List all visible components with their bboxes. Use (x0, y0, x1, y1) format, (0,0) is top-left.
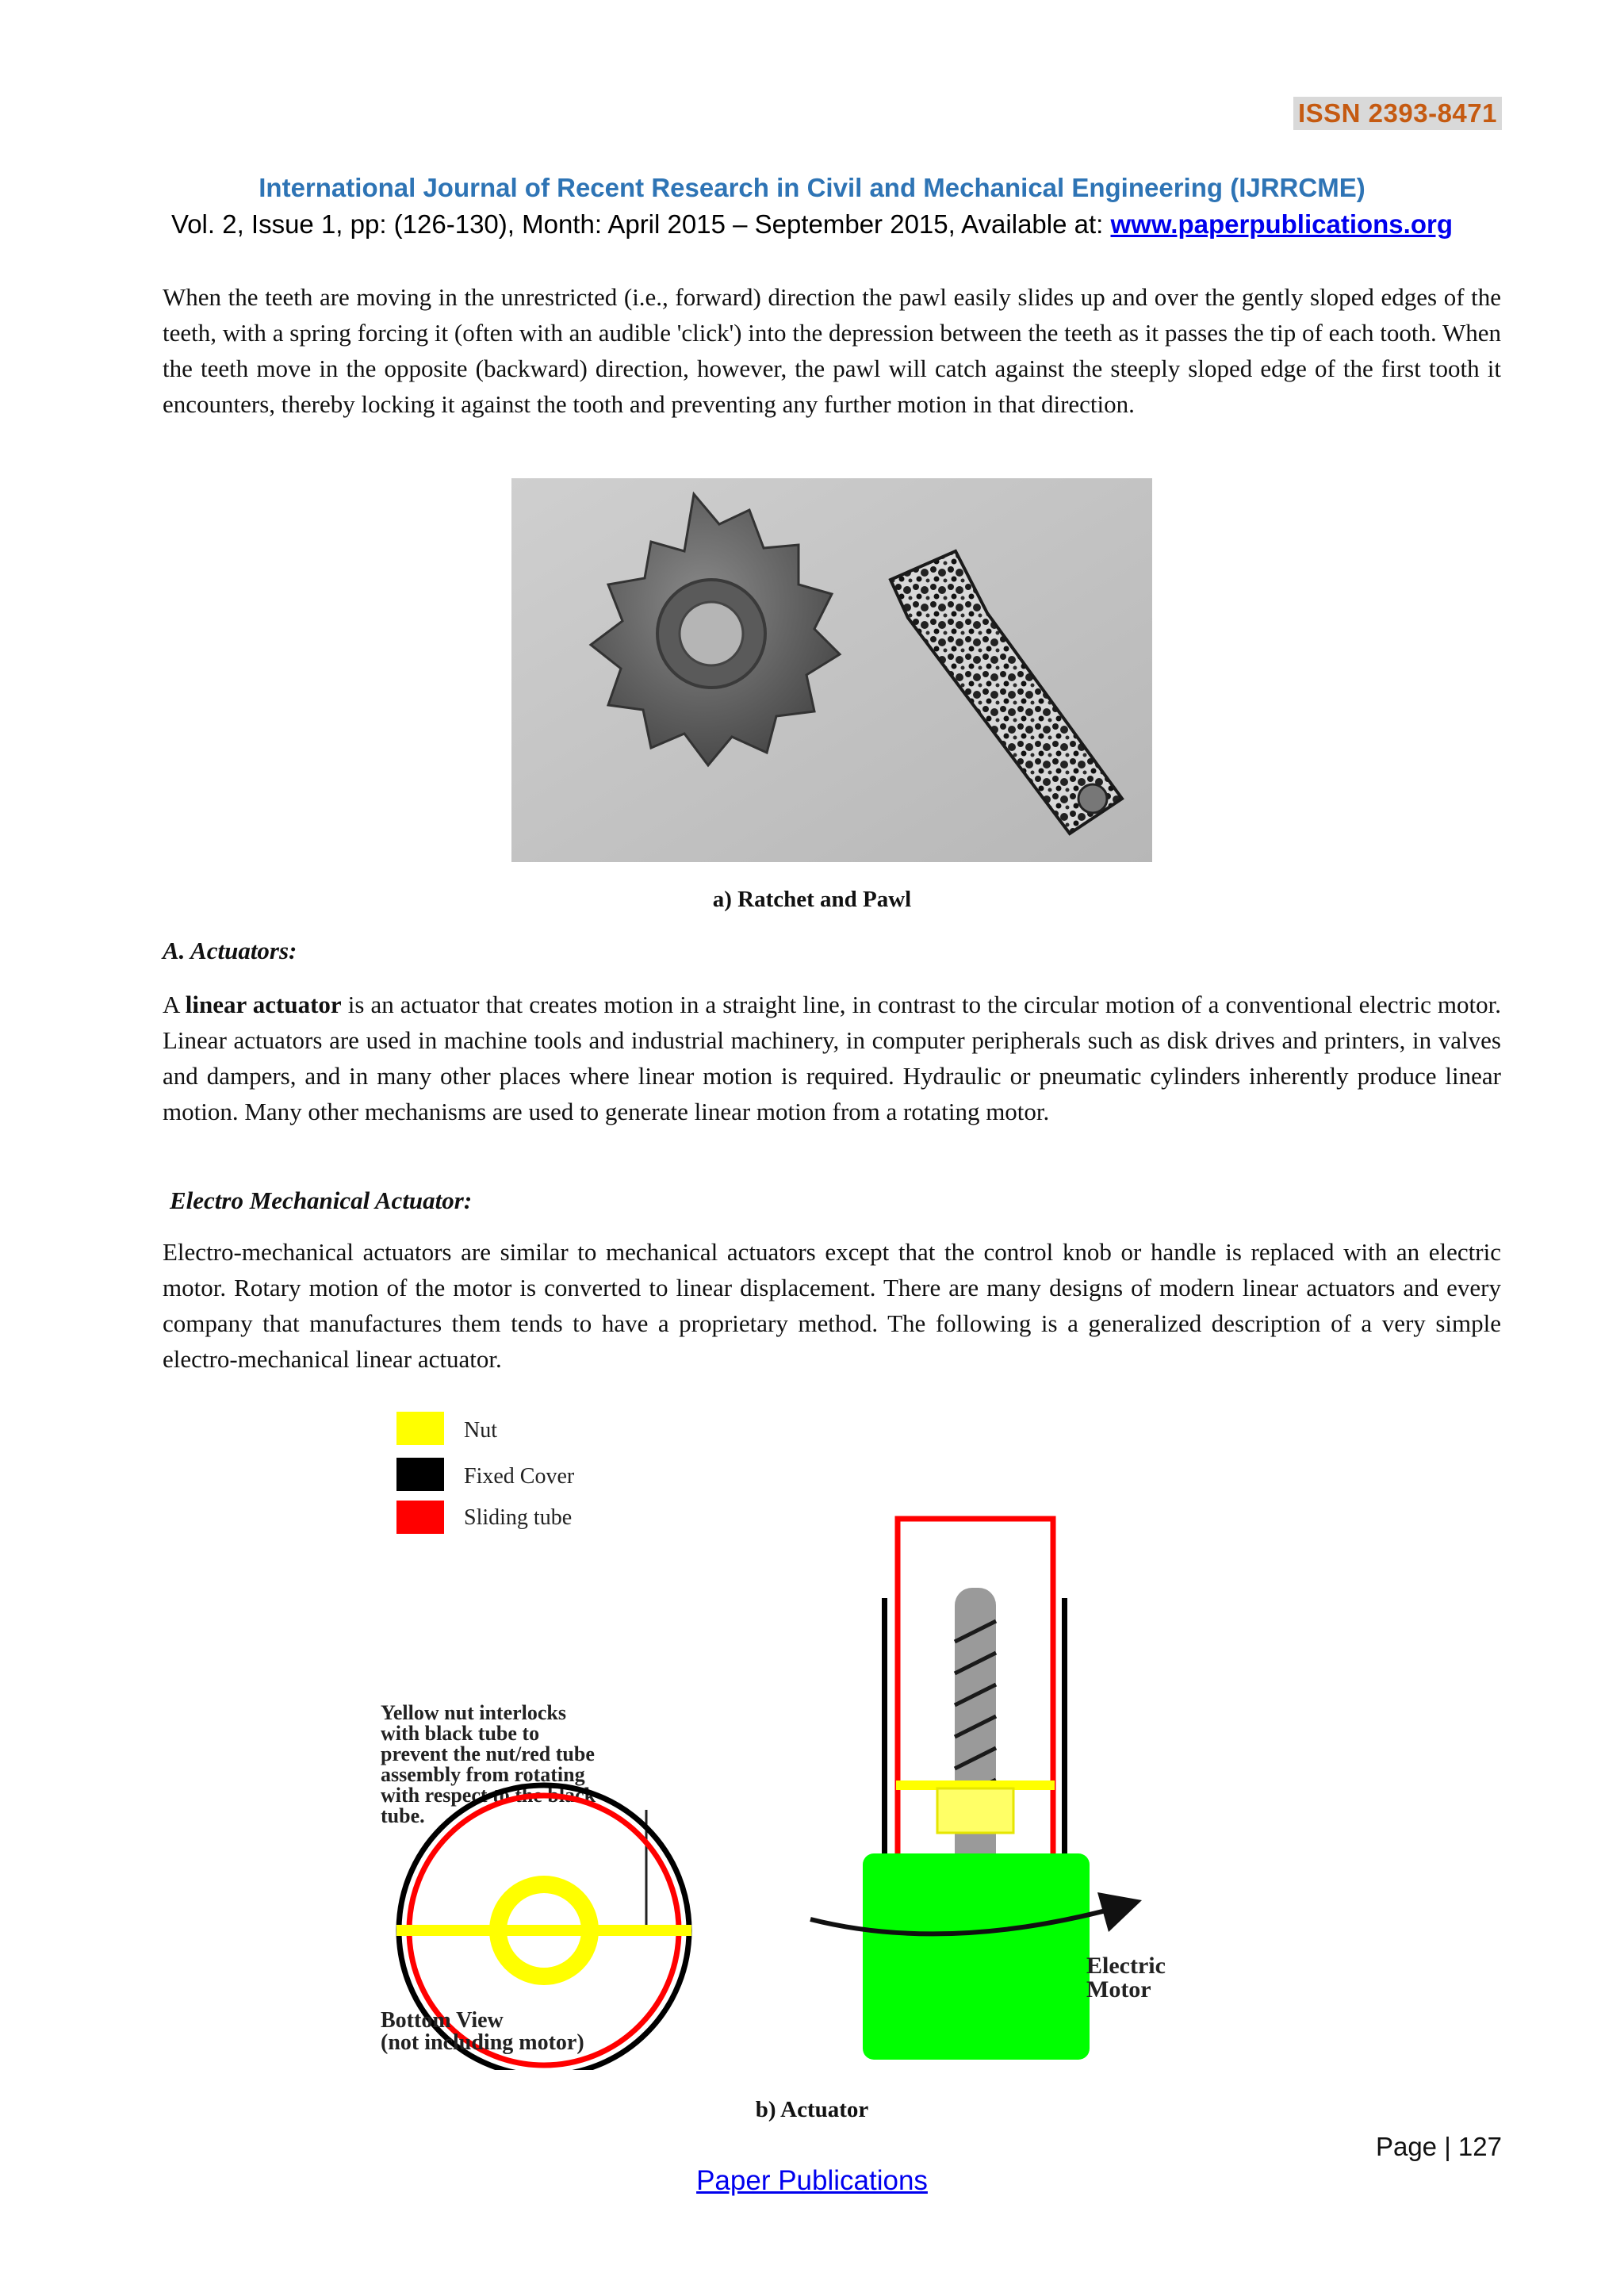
note-line-6: tube. (381, 1804, 425, 1827)
note-line-1: Yellow nut interlocks (381, 1701, 566, 1724)
figure-a-caption: a) Ratchet and Pawl (712, 887, 912, 912)
bottom-view-label-1: Bottom View (381, 2008, 504, 2033)
motor-label-2: Motor (1086, 1976, 1151, 2003)
legend-label-nut: Nut (464, 1418, 497, 1443)
note-line-5: with respect to the black (381, 1784, 596, 1807)
fixed-cover-left (882, 1598, 887, 1892)
fixed-cover-right (1062, 1598, 1067, 1892)
rotation-arrowhead (1097, 1892, 1142, 1932)
pawl-pivot-hole (1078, 784, 1107, 813)
gear-bore (680, 602, 743, 665)
note-line-4: assembly from rotating (381, 1763, 585, 1786)
nut-body (937, 1788, 1013, 1833)
bottom-view-label-2: (not including motor) (381, 2030, 584, 2055)
note-line-3: prevent the nut/red tube (381, 1742, 595, 1765)
section-heading-actuators: A. Actuators: (163, 937, 297, 964)
legend-label-sliding-tube: Sliding tube (464, 1505, 573, 1530)
paragraph-rest: is an actuator that creates motion in a straight line, in contrast to the circular motion of a conventional electric motor. Linear actuators are used in machine tools and industrial machinery, in computer peripherals such as disk drives and printers, in valves and dampers, and in many other places where linear motion is required. Hydraulic or pneumatic cylinders inherently produce linear motion. Many other mechanisms are used to generate linear motion from a rotating motor. (163, 991, 1501, 1125)
legend-swatch-nut (396, 1412, 444, 1445)
note-line-2: with black tube to (381, 1722, 540, 1745)
journal-meta-text: Vol. 2, Issue 1, pp: (126-130), Month: April 2015 – September 2015, Available at: (171, 209, 1111, 239)
publisher-link[interactable]: Paper Publications (696, 2165, 928, 2196)
legend-label-fixed-cover: Fixed Cover (464, 1464, 575, 1489)
actuator-diagram (349, 1396, 1285, 2070)
journal-meta (0, 209, 1624, 240)
paragraph-linear-actuator (163, 987, 1501, 1129)
motor-label-1: Electric (1086, 1953, 1166, 1979)
electric-motor (863, 1853, 1090, 2060)
legend-swatch-sliding-tube (396, 1501, 444, 1534)
paragraph-lead: A (163, 991, 186, 1018)
subsection-heading-electro-mechanical: Electro Mechanical Actuator: (170, 1186, 473, 1214)
linear-actuator-term: linear actuator (185, 991, 342, 1018)
paragraph-ratchet: When the teeth are moving in the unrestricted (i.e., forward) direction the pawl easily slides up and over the gently sloped edges of the teeth, with a spring forcing it (often with an audible 'click') into the depression between the teeth as it passes the tip of each tooth. When the teeth move in the opposite (backward) direction, however, the pawl will catch against the steeply sloped edge of the first tooth it encounters, thereby locking it against the tooth and preventing any further motion in that direction. (163, 283, 1501, 418)
page-number: Page | 127 (1375, 2132, 1502, 2161)
paragraph-electro-mechanical: Electro-mechanical actuators are similar to mechanical actuators except that the control knob or handle is replaced with an electric motor. Rotary motion of the motor is converted to linear displacement. There are many designs of modern linear actuators and every company that manufactures them tends to have a proprietary method. The following is a generalized description of a very simple electro-mechanical linear actuator. (163, 1238, 1501, 1373)
ratchet-pawl-photo (511, 478, 1152, 862)
issn-label: ISSN 2393-8471 (1293, 97, 1502, 130)
legend-swatch-fixed-cover (396, 1458, 444, 1491)
journal-url-link[interactable]: www.paperpublications.org (1110, 209, 1453, 239)
figure-b-caption: b) Actuator (755, 2097, 869, 2122)
journal-title: International Journal of Recent Research in Civil and Mechanical Engineering (IJRRCME) (259, 173, 1365, 202)
